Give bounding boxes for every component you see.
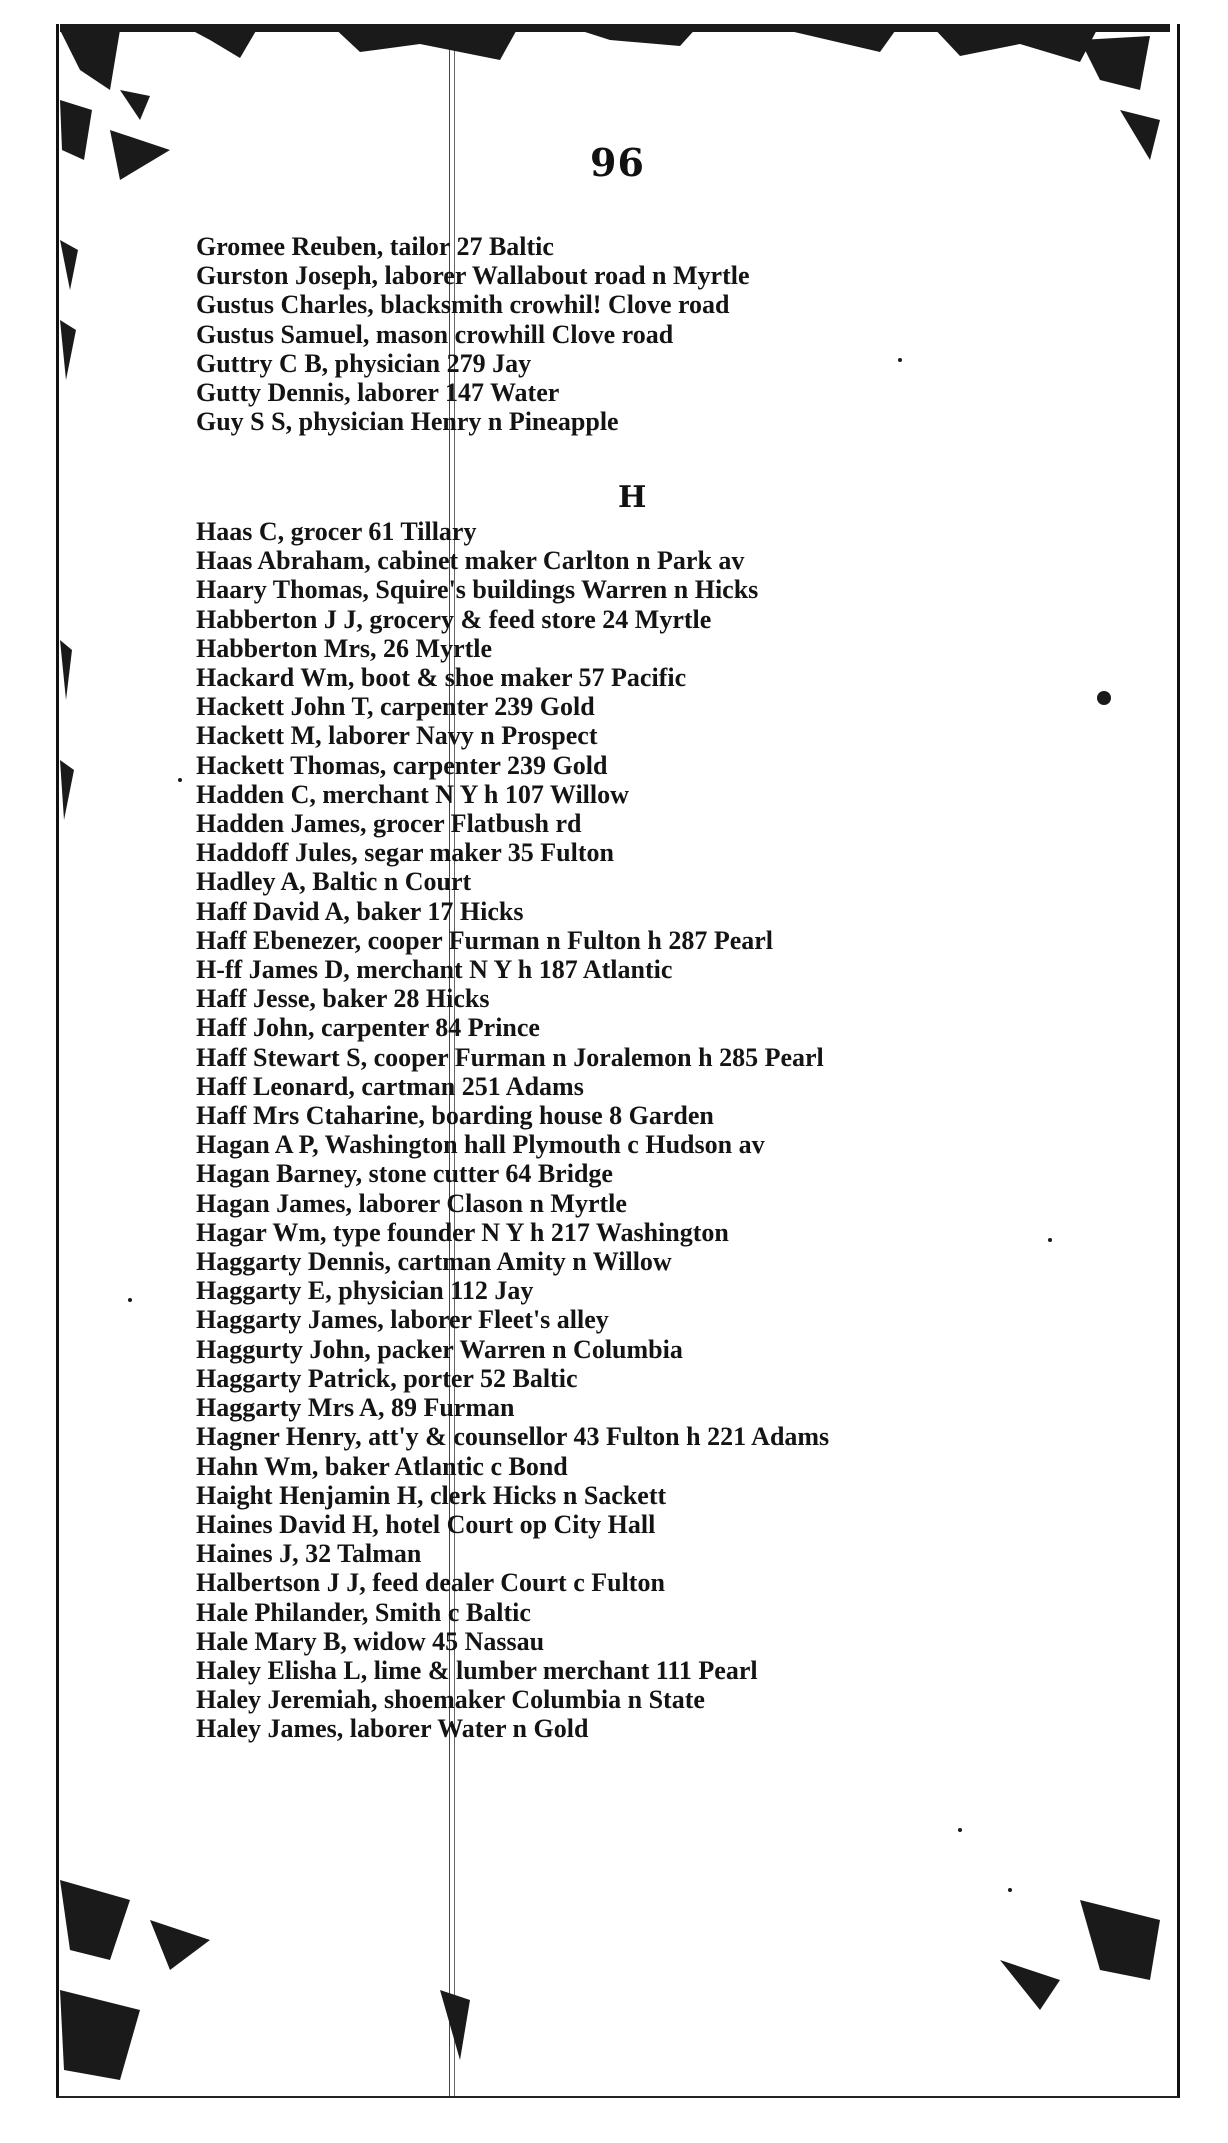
list-item: Hackett John T, carpenter 239 Gold: [196, 692, 595, 722]
list-item: Hadden C, merchant N Y h 107 Willow: [196, 779, 629, 809]
list-item: Haary Thomas, Squire's buildings Warren n Hicks: [196, 575, 759, 605]
list-item: Haas C, grocer 61 Tillary: [196, 517, 477, 546]
list-item: Hagan A P, Washington hall Plymouth c Hudson av: [196, 1130, 765, 1160]
list-item: Gurston Joseph, laborer Wallabout road n Myrtle: [196, 261, 750, 291]
list-item: Hahn Wm, baker Atlantic c Bond: [196, 1451, 568, 1481]
list-item: Guy S S, physician Henry n Pineapple: [196, 407, 619, 437]
list-item: Haff Mrs Ctaharine, boarding house 8 Garden: [196, 1101, 714, 1131]
list-item: Haley Elisha L, lime & lumber merchant 111 Pearl: [196, 1655, 758, 1685]
list-item: Hagner Henry, att'y & counsellor 43 Fulton h 221 Adams: [196, 1422, 830, 1452]
list-item: Gustus Samuel, mason crowhill Clove road: [196, 319, 674, 349]
list-item: Haff David A, baker 17 Hicks: [196, 896, 524, 926]
list-item: Haff Stewart S, cooper Furman n Joralemon h 285 Pearl: [196, 1042, 824, 1072]
list-item: Haggarty Dennis, cartman Amity n Willow: [196, 1247, 672, 1277]
list-item: Hackett Thomas, carpenter 239 Gold: [196, 750, 608, 780]
directory-entries-h: [196, 517, 1116, 1744]
list-item: Hadden James, grocer Flatbush rd: [196, 809, 582, 839]
list-item: Hadley A, Baltic n Court: [196, 867, 472, 897]
list-item: Haggarty James, laborer Fleet's alley: [196, 1305, 609, 1335]
list-item: Haff Jesse, baker 28 Hicks: [196, 984, 490, 1014]
list-item: Haggurty John, packer Warren n Columbia: [196, 1334, 683, 1364]
list-item: Gutty Dennis, laborer 147 Water: [196, 378, 560, 408]
list-item: Hackard Wm, boot & shoe maker 57 Pacific: [196, 663, 687, 693]
list-item: Haggarty Mrs A, 89 Furman: [196, 1393, 515, 1423]
list-item: Hagar Wm, type founder N Y h 217 Washington: [196, 1217, 729, 1247]
list-item: Habberton J J, grocery & feed store 24 Myrtle: [196, 604, 712, 634]
list-item: Hale Mary B, widow 45 Nassau: [196, 1626, 545, 1656]
list-item: Haggarty Patrick, porter 52 Baltic: [196, 1363, 578, 1393]
list-item: Habberton Mrs, 26 Myrtle: [196, 633, 493, 663]
list-item: Gromee Reuben, tailor 27 Baltic: [196, 232, 554, 261]
list-item: Haight Henjamin H, clerk Hicks n Sackett: [196, 1480, 667, 1510]
list-item: Gustus Charles, blacksmith crowhil! Clove road: [196, 290, 730, 320]
list-item: Haines J, 32 Talman: [196, 1539, 422, 1569]
list-item: Halbertson J J, feed dealer Court c Fulton: [196, 1568, 665, 1598]
section-heading: H: [618, 480, 647, 515]
list-item: Haggarty E, physician 112 Jay: [196, 1276, 534, 1306]
list-item: Haines David H, hotel Court op City Hall: [196, 1509, 656, 1539]
list-item: Hagan Barney, stone cutter 64 Bridge: [196, 1159, 613, 1189]
list-item: Haas Abraham, cabinet maker Carlton n Park av: [196, 546, 745, 576]
list-item: Haff Ebenezer, cooper Furman n Fulton h 287 Pearl: [196, 925, 774, 955]
list-item: Haddoff Jules, segar maker 35 Fulton: [196, 838, 614, 868]
page-number: 96: [590, 140, 645, 185]
list-item: Hagan James, laborer Clason n Myrtle: [196, 1188, 627, 1218]
list-item: Haff John, carpenter 84 Prince: [196, 1013, 540, 1043]
directory-entries-g: [196, 232, 1116, 436]
list-item: H-ff James D, merchant N Y h 187 Atlantic: [196, 955, 673, 985]
list-item: Hackett M, laborer Navy n Prospect: [196, 721, 598, 751]
list-item: Guttry C B, physician 279 Jay: [196, 348, 532, 378]
list-item: Haff Leonard, cartman 251 Adams: [196, 1071, 584, 1101]
list-item: Hale Philander, Smith c Baltic: [196, 1597, 531, 1627]
list-item: Haley James, laborer Water n Gold: [196, 1714, 589, 1744]
list-item: Haley Jeremiah, shoemaker Columbia n State: [196, 1685, 705, 1715]
